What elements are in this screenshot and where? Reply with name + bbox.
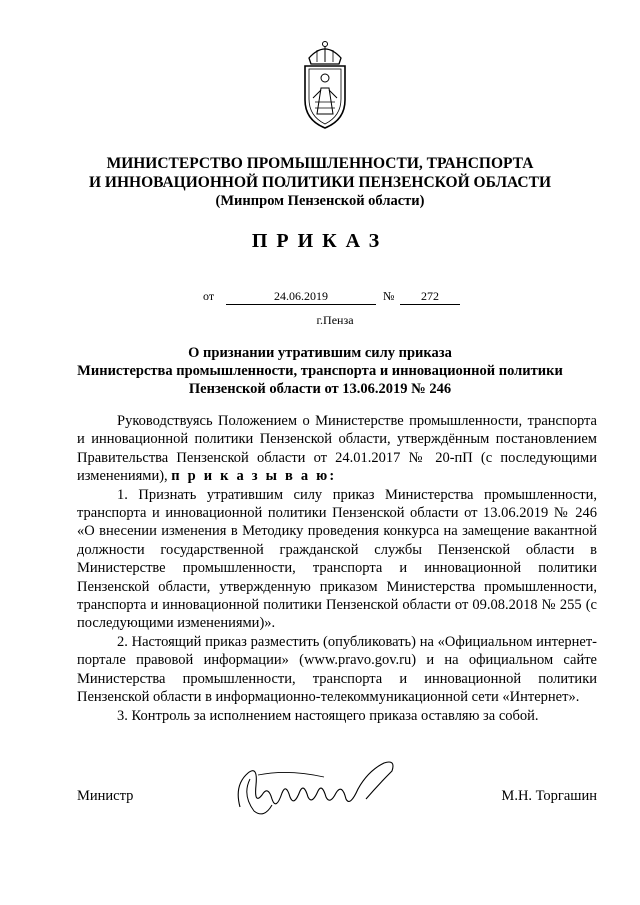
document-title: ПРИКАЗ: [251, 230, 389, 252]
signatory-name: М.Н. Торгашин: [501, 788, 597, 804]
item-3: 3. Контроль за исполнением настоящего приказа оставляю за собой.: [117, 707, 539, 724]
preamble-text: Руководствуясь Положением о Министерстве промышленности, транспорта и инновационной политики Пензенской области, утверждённым постановлением Правительства Пензенской области от 24.01.2017 № 20-пП (с последующими изменениями),: [77, 413, 597, 485]
document-body: [77, 412, 597, 725]
ministry-name-line2: И ИННОВАЦИОННОЙ ПОЛИТИКИ ПЕНЗЕНСКОЙ ОБЛАСТИ: [88, 174, 552, 191]
signatory-position: Министр: [77, 788, 134, 804]
order-word: п р и к а з ы в а ю:: [171, 468, 337, 485]
order-number-label: №: [383, 289, 395, 303]
subject-line3: Пензенской области от 13.06.2019 № 246: [188, 381, 452, 397]
ministry-short-name: (Минпром Пензенской области): [215, 193, 425, 209]
ministry-name-line1: МИНИСТЕРСТВО ПРОМЫШЛЕННОСТИ, ТРАНСПОРТА: [106, 155, 534, 172]
date-from-label: от: [203, 289, 215, 303]
order-date: 24.06.2019: [226, 288, 376, 305]
item-1: 1. Признать утратившим силу приказ Министерства промышленности, транспорта и инновационной политики Пензенской области от 13.06.2019 № 246 «О внесении изменения в Методику проведения конкурса на замещение вакантной должности государственной гражданской службы Пензенской области в Министерстве промышленности, транспорта и инновационной политики Пензенской области, утвержденную приказом Министерства промышленности, транспорта и инновационной политики Пензенской области от 09.08.2018 № 255 (с последующими изменениями)».: [77, 486, 597, 632]
subject-line1: О признании утратившим силу приказа: [188, 345, 452, 361]
item-2: 2. Настоящий приказ разместить (опубликовать) на «Официальном интернет-портале правовой информации» (www.pravo.gov.ru) и на официальном сайте Министерства промышленности, транспорта и инновационной политики Пензенской области в информационно-телекоммуникационной сети «Интернет».: [77, 633, 597, 706]
order-number: 272: [400, 288, 460, 305]
preamble-paragraph: [77, 412, 597, 486]
coat-of-arms-icon: [295, 38, 355, 134]
city: г.Пенза: [316, 313, 354, 327]
subject-line2: Министерства промышленности, транспорта и инновационной политики: [77, 363, 563, 379]
handwritten-signature: [228, 755, 408, 825]
